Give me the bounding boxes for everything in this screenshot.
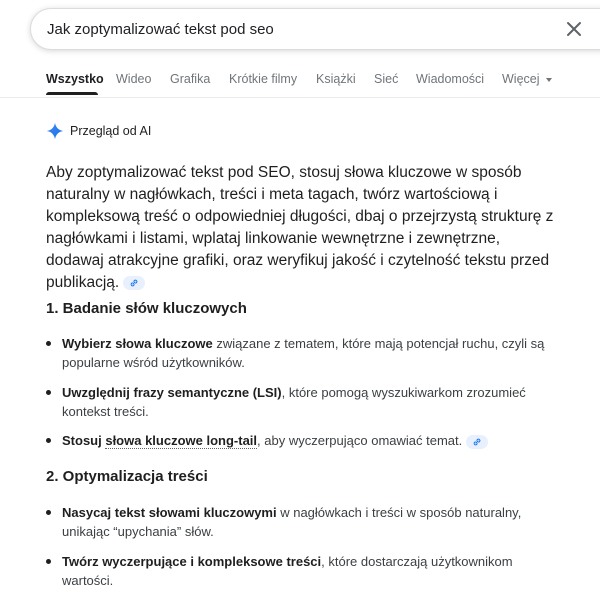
tab-wiadomosci[interactable]: Wiadomości	[416, 72, 485, 86]
ai-summary	[46, 162, 556, 294]
source-link-chip[interactable]	[466, 435, 488, 449]
bullet-dot	[46, 438, 51, 443]
bullet-bold: Stosuj	[62, 433, 106, 448]
tab-grafika[interactable]: Grafika	[170, 72, 211, 86]
bullet-dot	[46, 559, 51, 564]
bullet-bold: Uwzględnij frazy semantyczne (LSI)	[62, 385, 282, 400]
bullet-bold-link[interactable]: słowa kluczowe long-tail	[105, 433, 258, 448]
active-tab-indicator	[46, 92, 98, 95]
section-heading: 1. Badanie słów kluczowych	[46, 300, 247, 317]
tab-wiecej-label: Więcej	[502, 72, 540, 86]
link-icon	[471, 436, 483, 448]
tab-wiecej[interactable]	[502, 72, 552, 86]
bullet-body: , aby wyczerpująco omawiać temat.	[257, 433, 463, 448]
close-icon[interactable]	[562, 17, 586, 41]
search-input[interactable]: Jak zoptymalizować tekst pod seo	[47, 21, 274, 38]
list-item	[46, 552, 566, 590]
bullet-dot	[46, 390, 51, 395]
chevron-down-icon	[546, 78, 552, 82]
tab-wideo[interactable]: Wideo	[116, 72, 152, 86]
search-bar[interactable]	[30, 8, 600, 50]
bullet-body: związane z tematem, które mają potencjał ruchu, czyli są popularne wśród użytkowników.	[62, 336, 545, 370]
bullet-bold: Nasycaj tekst słowami kluczowymi	[62, 505, 277, 520]
bullet-dot	[46, 510, 51, 515]
bullet-bold: Wybierz słowa kluczowe	[62, 336, 213, 351]
bullet-body: , które dostarczają użytkownikom wartości.	[62, 554, 513, 588]
tab-krotkie-filmy[interactable]: Krótkie filmy	[229, 72, 298, 86]
ai-overview-label: Przegląd od AI	[70, 124, 152, 138]
source-link-chip[interactable]	[123, 276, 145, 290]
ai-summary-text: Aby zoptymalizować tekst pod SEO, stosuj słowa kluczowe w sposób naturalny w nagłówkach, treści i meta tagach, twórz wartościową i kompleksową treść o odpowiedniej długości, dbaj o przejrzystą strukturę z nagłówkami i listami, wplataj linkowanie wewnętrzne i zewnętrzne, dodawaj atrakcyjne grafiki, oraz weryfikuj jakość i czytelność tekstu przed publikacją.	[46, 164, 554, 291]
section-heading: 2. Optymalizacja treści	[46, 468, 208, 485]
tab-siec[interactable]: Sieć	[374, 72, 399, 86]
search-tabs	[0, 60, 600, 98]
list-item	[46, 334, 566, 372]
link-icon	[128, 277, 140, 289]
list-item	[46, 383, 566, 421]
list-item	[46, 431, 566, 450]
tab-ksiazki[interactable]: Książki	[316, 72, 356, 86]
bullet-body: w nagłówkach i treści w sposób naturalny, unikając “upychania” słów.	[62, 505, 522, 539]
list-item	[46, 503, 566, 541]
bullet-bold: Twórz wyczerpujące i kompleksowe treści	[62, 554, 322, 569]
sparkle-icon	[46, 122, 64, 140]
bullet-body: , które pomogą wyszukiwarkom zrozumieć kontekst treści.	[62, 385, 526, 419]
tab-wszystko[interactable]: Wszystko	[46, 72, 104, 86]
bullet-dot	[46, 341, 51, 346]
